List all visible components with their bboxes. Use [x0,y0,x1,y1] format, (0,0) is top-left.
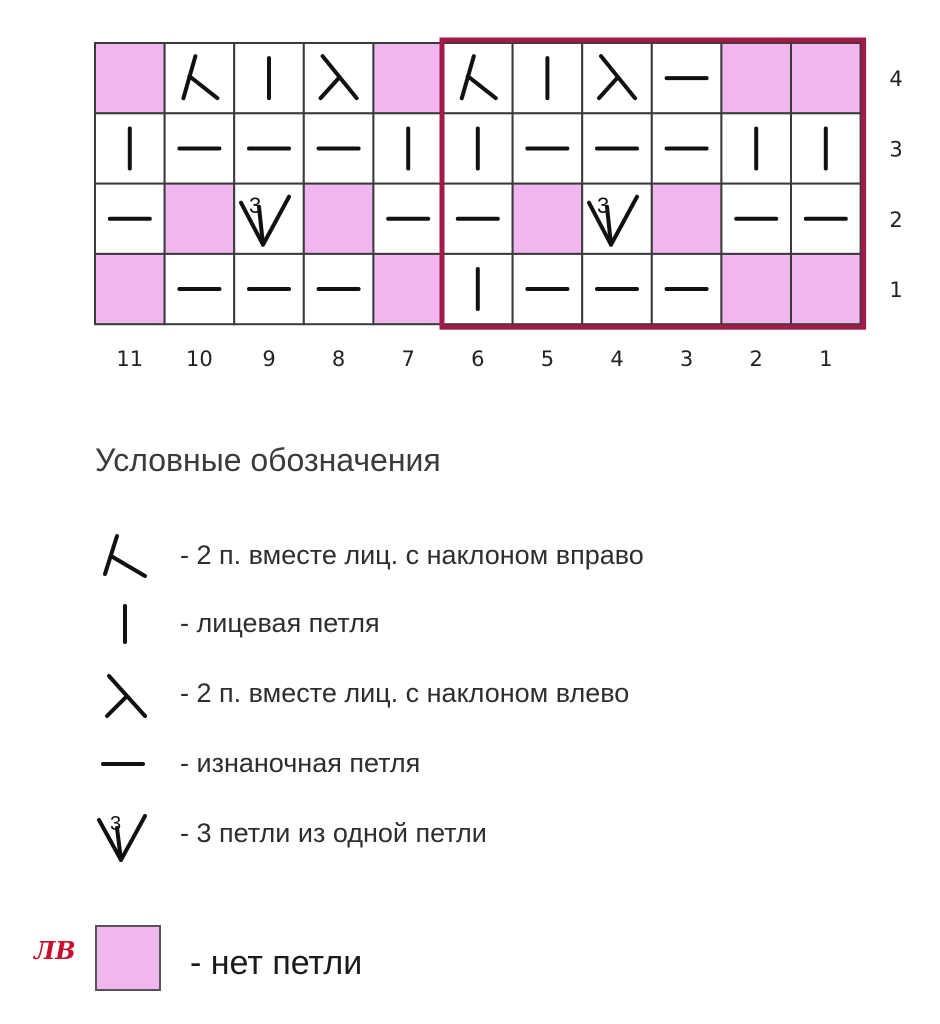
column-number: 7 [401,347,415,371]
chart-cell [652,43,722,113]
column-number: 3 [679,347,694,371]
column-number: 8 [331,347,346,371]
purl-stitch-icon [95,736,165,796]
symbol-number: 3 [249,192,262,218]
chart-cell [443,43,513,113]
column-number: 2 [749,347,763,371]
legend-item-k2tog-right [95,528,855,584]
row-number: 2 [889,207,903,232]
chart-cell [791,184,861,254]
chart-cell [791,113,861,183]
chart-cell [95,43,165,113]
column-number: 11 [116,347,144,371]
chart-cell [373,254,443,324]
three-from-one-icon [95,806,165,866]
no-stitch-legend-text: - нет петли [190,944,363,982]
chart-cell [165,184,235,254]
column-number: 6 [471,347,485,371]
column-number: 4 [610,347,624,371]
column-number: 10 [186,347,213,371]
chart-cell [304,43,374,113]
chart-cell [165,254,235,324]
chart-cell [513,43,583,113]
chart-cell [582,184,652,254]
chart-cell [652,254,722,324]
chart-cell [373,184,443,254]
chart-cell [652,113,722,183]
chart-cell [721,113,791,183]
chart-cell [234,184,304,254]
chart-cell [513,254,583,324]
legend-title: Условные обозначения [95,442,441,478]
chart-cell [304,184,374,254]
chart-cell [791,43,861,113]
chart-cell [721,43,791,113]
chart-cell [304,254,374,324]
chart-cell [582,113,652,183]
chart-cell [443,184,513,254]
legend-item-k2tog-left [95,666,855,722]
knitting-chart [0,0,940,400]
chart-cell [95,254,165,324]
chart-cell [95,113,165,183]
chart-cell [234,43,304,113]
k2tog-right-icon [95,528,165,588]
chart-cell [652,184,722,254]
row-number: 3 [889,137,903,162]
chart-cell [721,254,791,324]
chart-cell [721,184,791,254]
chart-cell [443,113,513,183]
legend-item-purl [95,736,855,792]
column-number: 5 [540,347,555,371]
chart-cell [165,43,235,113]
legend-text: - 2 п. вместе лиц. с наклоном влево [180,678,630,708]
chart-cell [304,113,374,183]
column-number: 9 [262,347,276,371]
chart-cell [443,254,513,324]
chart-cell [373,43,443,113]
row-number: 4 [889,67,903,92]
symbol-number: 3 [110,813,122,835]
chart-cell [95,184,165,254]
legend-item-three-from-one [95,806,855,862]
chart-cell [582,254,652,324]
legend-text: - лицевая петля [180,608,380,638]
chart-cell [791,254,861,324]
no-stitch-swatch [95,925,161,991]
legend-item-knit [95,596,855,652]
row-number: 1 [889,278,903,303]
chart-cell [582,43,652,113]
legend-text: - 2 п. вместе лиц. с наклоном вправо [180,540,644,570]
chart-cell [373,113,443,183]
knit-stitch-icon [95,596,165,656]
logo: ЛВ [34,936,76,965]
chart-cell [234,254,304,324]
symbol-number: 3 [597,192,610,218]
k2tog-left-icon [95,666,165,726]
chart-cell [513,184,583,254]
chart-cell [234,113,304,183]
chart-cell [165,113,235,183]
legend-text: - изнаночная петля [180,748,421,778]
column-number: 1 [819,347,833,371]
chart-cell [513,113,583,183]
legend-text: - 3 петли из одной петли [180,818,487,848]
